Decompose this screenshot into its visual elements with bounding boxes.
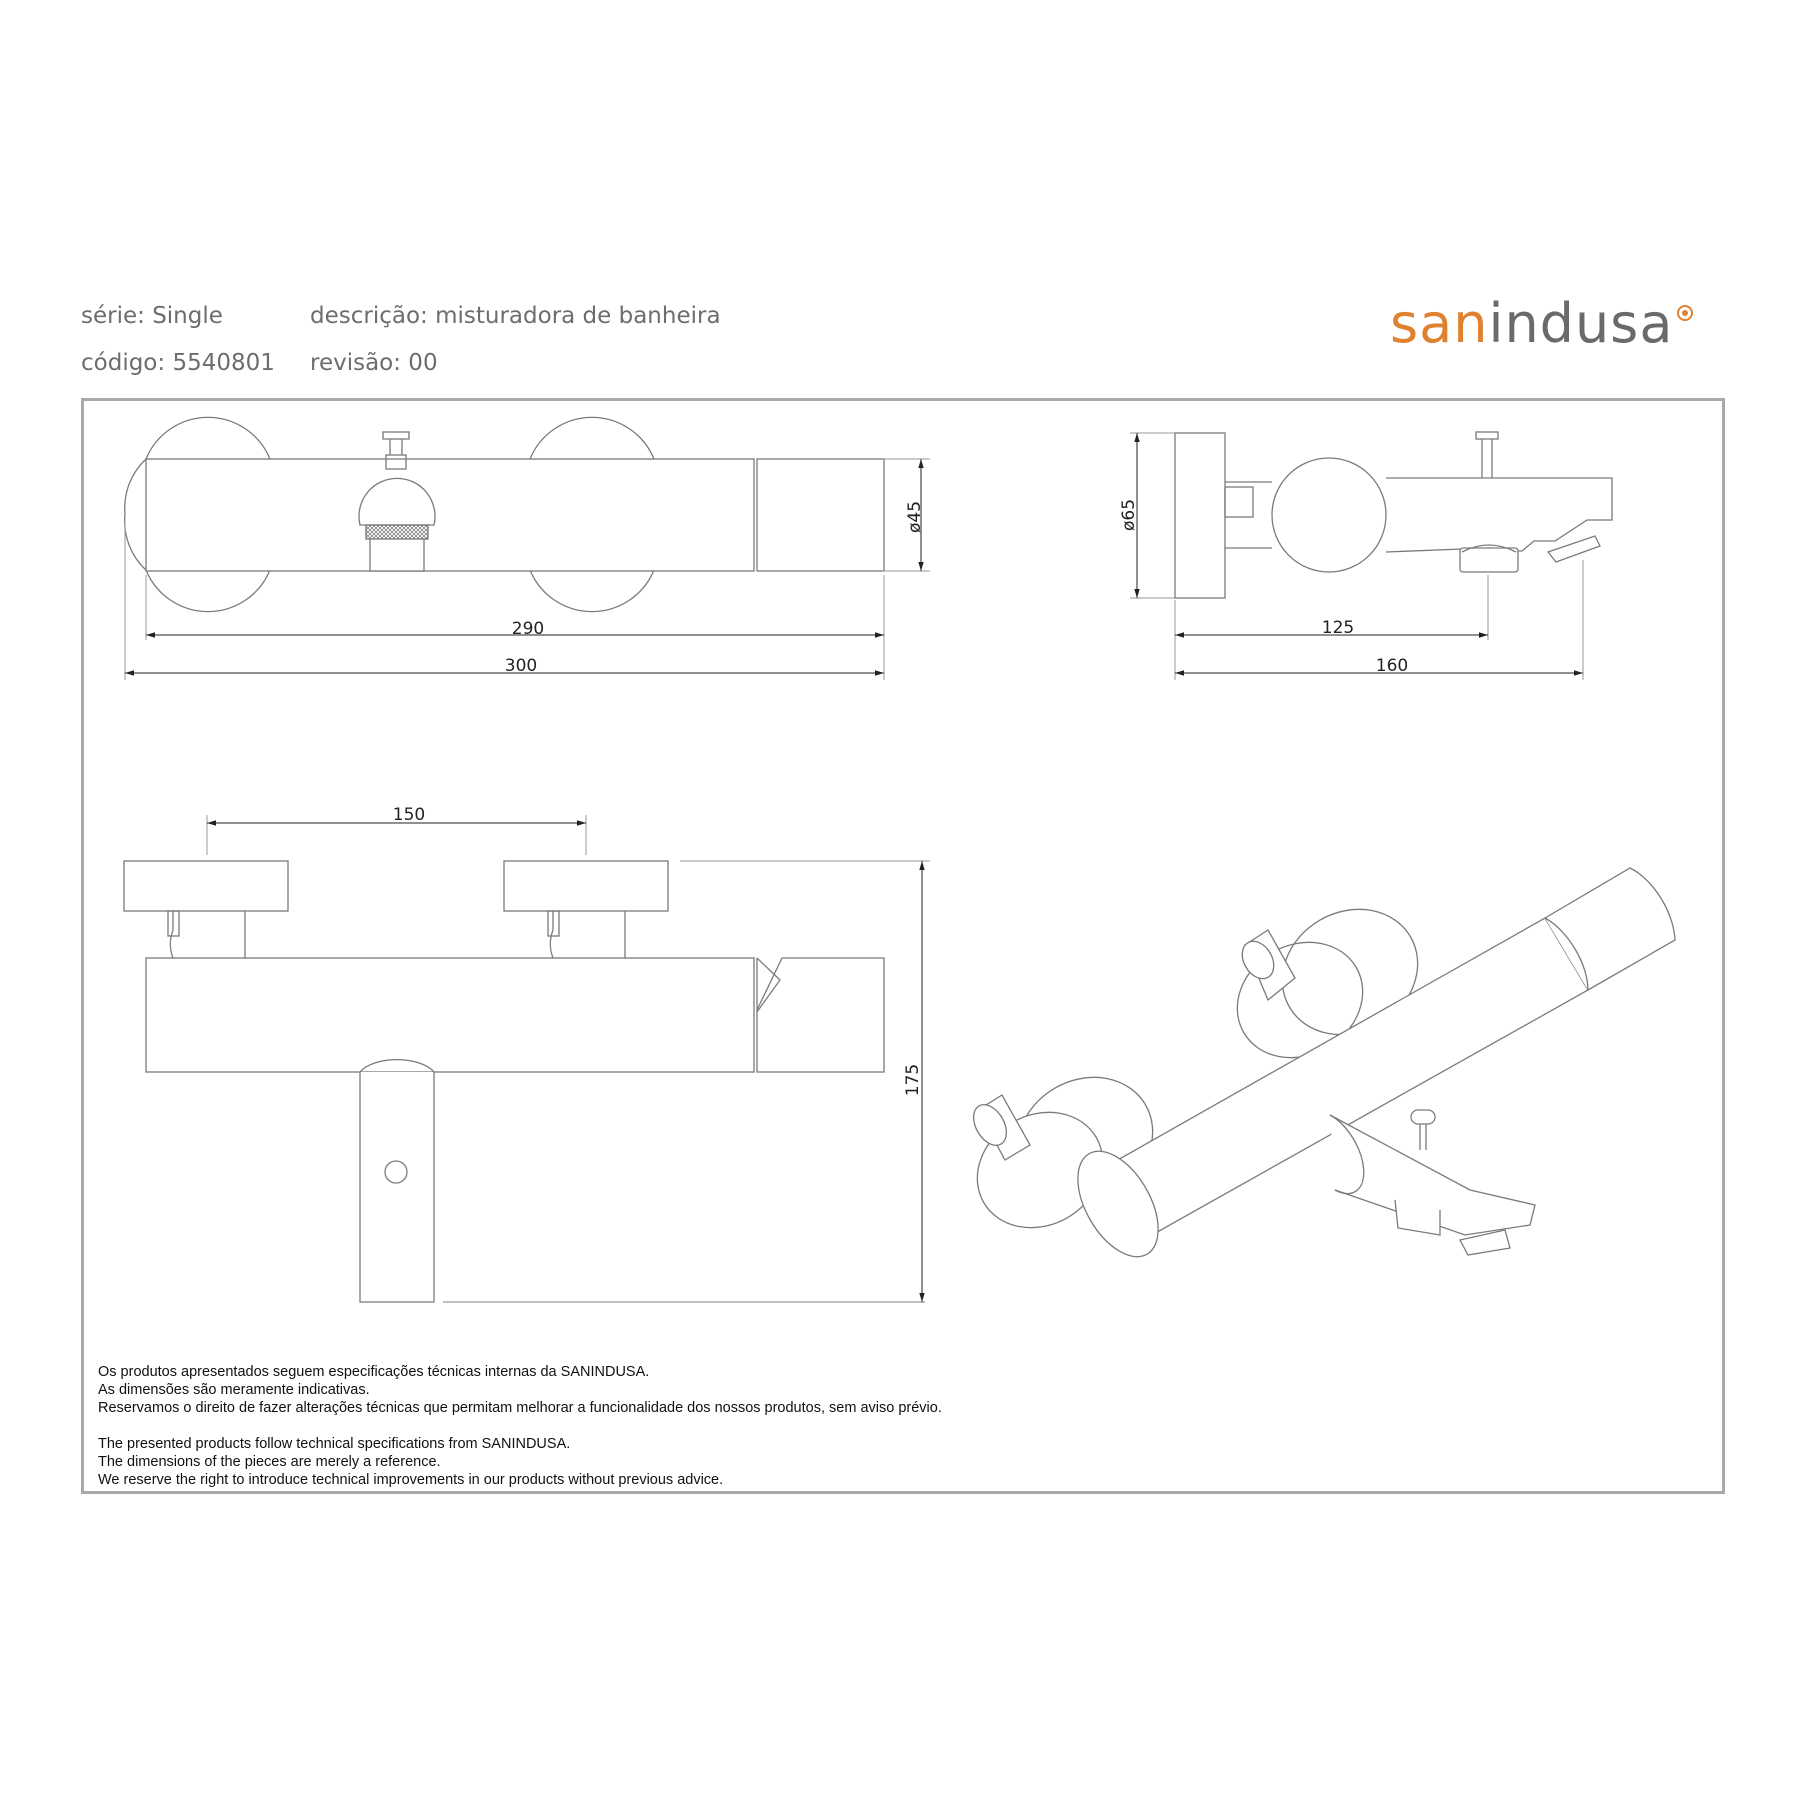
- top-view: [124, 861, 925, 1302]
- serie-label: série: Single: [81, 303, 223, 329]
- logo-text-orange: san: [1390, 292, 1489, 355]
- note-pt-2: As dimensões são meramente indicativas.: [98, 1382, 370, 1398]
- dim-label-side-diameter: ø65: [1119, 498, 1139, 532]
- note-en-1: The presented products follow technical specifications from SANINDUSA.: [98, 1436, 571, 1452]
- note-en-2: The dimensions of the pieces are merely a reference.: [98, 1454, 441, 1470]
- note-pt-3: Reservamos o direito de fazer alterações técnicas que permitam melhorar a funcionalidade dos nossos produtos, sem aviso prévio.: [98, 1400, 942, 1416]
- side-view: [1175, 432, 1612, 598]
- note-pt-1: Os produtos apresentados seguem especificações técnicas internas da SANINDUSA.: [98, 1364, 650, 1380]
- dim-label-top-height: 175: [903, 1063, 923, 1097]
- note-en-3: We reserve the right to introduce technical improvements in our products without previous advice.: [98, 1472, 724, 1488]
- front-view: [125, 417, 884, 611]
- dim-label-front-outer: 300: [504, 656, 538, 676]
- logo-text-grey: indusa: [1488, 292, 1674, 355]
- isometric-view: [956, 868, 1675, 1270]
- descricao-label: descrição: misturadora de banheira: [310, 303, 721, 329]
- dim-label-top-spacing: 150: [392, 805, 426, 825]
- codigo-label: código: 5540801: [81, 350, 275, 376]
- revisao-label: revisão: 00: [310, 350, 438, 376]
- dim-label-front-inner: 290: [511, 619, 545, 639]
- dim-label-side-inner: 125: [1321, 618, 1355, 638]
- dim-label-side-outer: 160: [1375, 656, 1409, 676]
- dim-label-front-diameter: ø45: [905, 500, 925, 534]
